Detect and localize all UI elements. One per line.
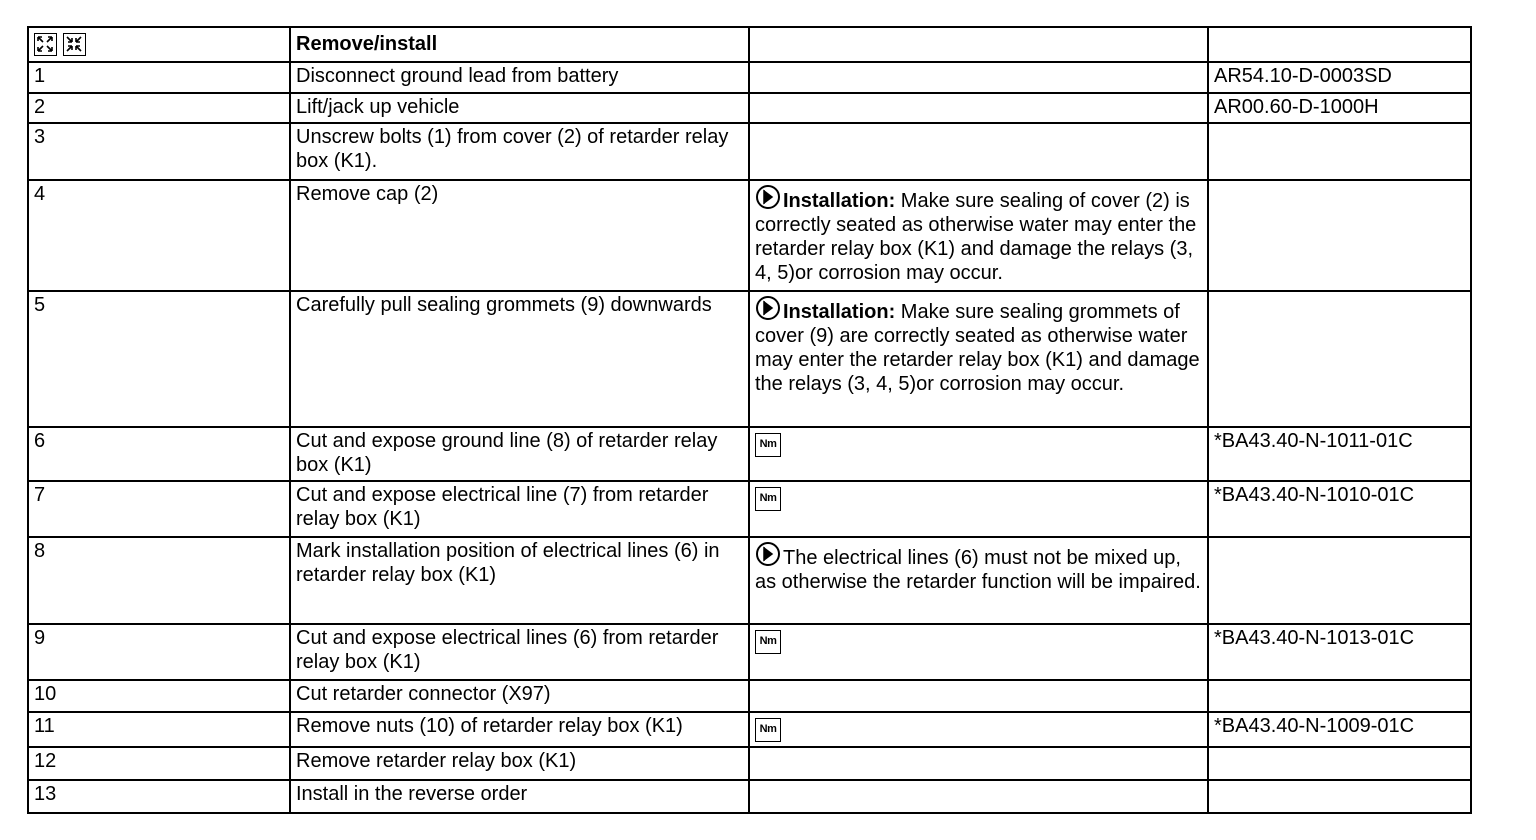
table-row <box>28 180 1471 291</box>
reference-link <box>1208 747 1471 780</box>
reference-link[interactable]: *BA43.40-N-1010-01C <box>1208 481 1471 537</box>
reference-link[interactable]: AR00.60-D-1000H <box>1208 93 1471 123</box>
step-action: Cut and expose electrical lines (6) from retarder relay box (K1) <box>290 624 749 680</box>
step-note <box>749 624 1208 680</box>
step-number: 11 <box>28 712 290 747</box>
step-note <box>749 747 1208 780</box>
reference-link[interactable]: *BA43.40-N-1009-01C <box>1208 712 1471 747</box>
step-note <box>749 537 1208 624</box>
step-number: 6 <box>28 427 290 481</box>
torque-nm-icon[interactable]: Nm <box>755 433 781 457</box>
reference-link[interactable]: *BA43.40-N-1013-01C <box>1208 624 1471 680</box>
step-action: Disconnect ground lead from battery <box>290 62 749 93</box>
reference-link <box>1208 780 1471 813</box>
reference-link <box>1208 680 1471 712</box>
step-action: Carefully pull sealing grommets (9) downwards <box>290 291 749 427</box>
step-number: 5 <box>28 291 290 427</box>
step-number: 8 <box>28 537 290 624</box>
installation-note-icon <box>755 295 781 321</box>
step-number: 10 <box>28 680 290 712</box>
reference-link[interactable]: *BA43.40-N-1011-01C <box>1208 427 1471 481</box>
step-note <box>749 680 1208 712</box>
step-number: 12 <box>28 747 290 780</box>
reference-link <box>1208 180 1471 291</box>
step-number: 7 <box>28 481 290 537</box>
step-note <box>749 481 1208 537</box>
step-number: 9 <box>28 624 290 680</box>
step-action: Remove nuts (10) of retarder relay box (K1) <box>290 712 749 747</box>
installation-note-icon <box>755 541 781 567</box>
reference-link <box>1208 537 1471 624</box>
reference-link <box>1208 291 1471 427</box>
step-note <box>749 291 1208 427</box>
installation-label: Installation: <box>783 301 896 323</box>
torque-nm-icon[interactable]: Nm <box>755 630 781 654</box>
step-note <box>749 62 1208 93</box>
header-title: Remove/install <box>290 27 749 62</box>
reference-link <box>1208 123 1471 180</box>
step-note <box>749 780 1208 813</box>
expand-all-icon[interactable] <box>34 33 57 56</box>
table-row <box>28 712 1471 747</box>
step-number: 3 <box>28 123 290 180</box>
table-row <box>28 780 1471 813</box>
step-action: Remove retarder relay box (K1) <box>290 747 749 780</box>
note-text: Make sure sealing grommets of cover (9) are correctly seated as otherwise water may enter the retarder relay box (K1) and damage the relays (3, 4, 5)or corrosion may occur. <box>755 301 1200 395</box>
step-number: 1 <box>28 62 290 93</box>
table-row <box>28 747 1471 780</box>
step-action: Cut and expose electrical line (7) from retarder relay box (K1) <box>290 481 749 537</box>
table-row <box>28 680 1471 712</box>
step-action: Remove cap (2) <box>290 180 749 291</box>
torque-nm-icon[interactable]: Nm <box>755 487 781 511</box>
table-row <box>28 624 1471 680</box>
note-text: The electrical lines (6) must not be mixed up, as otherwise the retarder function will be impaired. <box>755 547 1201 593</box>
table-row <box>28 427 1471 481</box>
step-note <box>749 180 1208 291</box>
header-icons-cell <box>28 27 290 62</box>
table-row <box>28 537 1471 624</box>
table-row <box>28 123 1471 180</box>
installation-label: Installation: <box>783 190 896 212</box>
torque-nm-icon[interactable]: Nm <box>755 718 781 742</box>
step-action: Lift/jack up vehicle <box>290 93 749 123</box>
procedure-page <box>27 26 1472 814</box>
installation-note-icon <box>755 184 781 210</box>
note-text: Make sure sealing of cover (2) is correctly seated as otherwise water may enter the retarder relay box (K1) and damage the relays (3, 4, 5)or corrosion may occur. <box>755 190 1197 284</box>
step-action: Install in the reverse order <box>290 780 749 813</box>
table-row <box>28 481 1471 537</box>
step-action: Mark installation position of electrical lines (6) in retarder relay box (K1) <box>290 537 749 624</box>
step-number: 2 <box>28 93 290 123</box>
step-action: Unscrew bolts (1) from cover (2) of retarder relay box (K1). <box>290 123 749 180</box>
reference-link[interactable]: AR54.10-D-0003SD <box>1208 62 1471 93</box>
step-note <box>749 712 1208 747</box>
step-number: 13 <box>28 780 290 813</box>
step-note <box>749 427 1208 481</box>
header-ref-cell <box>1208 27 1471 62</box>
step-note <box>749 123 1208 180</box>
collapse-all-icon[interactable] <box>63 33 86 56</box>
table-header-row <box>28 27 1471 62</box>
table-row <box>28 62 1471 93</box>
table-body <box>28 62 1471 813</box>
step-note <box>749 93 1208 123</box>
header-notes-cell <box>749 27 1208 62</box>
procedure-table <box>27 26 1472 814</box>
step-number: 4 <box>28 180 290 291</box>
step-action: Cut and expose ground line (8) of retarder relay box (K1) <box>290 427 749 481</box>
table-row <box>28 93 1471 123</box>
step-action: Cut retarder connector (X97) <box>290 680 749 712</box>
table-row <box>28 291 1471 427</box>
